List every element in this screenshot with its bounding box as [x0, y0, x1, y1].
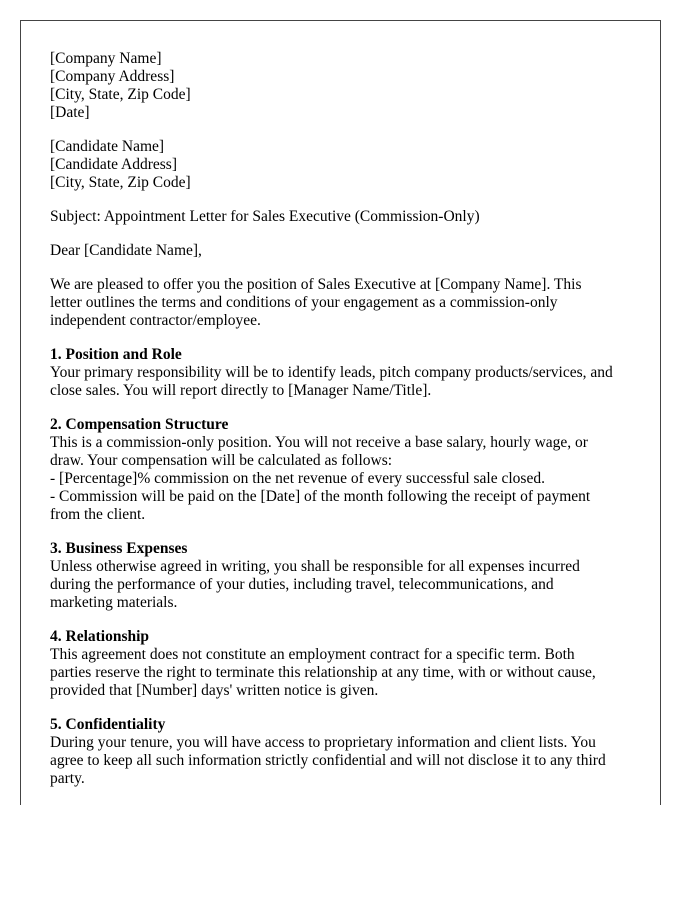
letter-page — [20, 20, 661, 805]
section-line: provided that [Number] days' written notice is given. — [50, 682, 379, 699]
sender-company-name: [Company Name] — [50, 50, 162, 67]
recipient-address: [Candidate Address] — [50, 156, 177, 173]
letter-date: [Date] — [50, 104, 90, 121]
section-line: This agreement does not constitute an employment contract for a specific term. Both — [50, 646, 575, 663]
section-heading: 4. Relationship — [50, 628, 150, 645]
letter-content — [50, 50, 640, 804]
section-line: party. — [50, 770, 85, 787]
section-line: close sales. You will report directly to [Manager Name/Title]. — [50, 382, 432, 399]
subject-text: Subject: Appointment Letter for Sales Executive (Commission-Only) — [50, 208, 480, 225]
salutation-text: Dear [Candidate Name], — [50, 242, 202, 259]
commission-list-item: - Commission will be paid on the [Date] of the month following the receipt of payment — [50, 488, 591, 505]
section-heading: 2. Compensation Structure — [50, 416, 229, 433]
section-line: draw. Your compensation will be calculated as follows: — [50, 452, 393, 469]
section-line: marketing materials. — [50, 594, 178, 611]
intro-line: letter outlines the terms and conditions of your engagement as a commission-only — [50, 294, 558, 311]
section-heading: 5. Confidentiality — [50, 716, 166, 733]
section-line: from the client. — [50, 506, 146, 523]
section-confidentiality — [50, 716, 640, 788]
section-line: parties reserve the right to terminate this relationship at any time, with or without cause, — [50, 664, 596, 681]
section-line: Your primary responsibility will be to identify leads, pitch company products/services, and — [50, 364, 613, 381]
intro-line: independent contractor/employee. — [50, 312, 261, 329]
salutation — [50, 242, 640, 260]
section-business-expenses — [50, 540, 640, 612]
section-compensation-structure — [50, 416, 640, 524]
section-relationship — [50, 628, 640, 700]
recipient-address-block — [50, 138, 640, 192]
section-line: agree to keep all such information strictly confidential and will not disclose it to any third — [50, 752, 606, 769]
recipient-name: [Candidate Name] — [50, 138, 165, 155]
section-line: During your tenure, you will have access to proprietary information and client lists. You — [50, 734, 596, 751]
recipient-city-state-zip: [City, State, Zip Code] — [50, 174, 191, 191]
section-line: This is a commission-only position. You will not receive a base salary, hourly wage, or — [50, 434, 588, 451]
sender-city-state-zip: [City, State, Zip Code] — [50, 86, 191, 103]
commission-list-item: - [Percentage]% commission on the net revenue of every successful sale closed. — [50, 470, 545, 487]
section-line: during the performance of your duties, including travel, telecommunications, and — [50, 576, 554, 593]
section-position-and-role — [50, 346, 640, 400]
sender-company-address: [Company Address] — [50, 68, 175, 85]
intro-paragraph — [50, 276, 640, 330]
subject-line — [50, 208, 640, 226]
section-heading: 1. Position and Role — [50, 346, 182, 363]
sender-address-block — [50, 50, 640, 122]
intro-line: We are pleased to offer you the position of Sales Executive at [Company Name]. This — [50, 276, 582, 293]
section-line: Unless otherwise agreed in writing, you shall be responsible for all expenses incurred — [50, 558, 580, 575]
section-heading: 3. Business Expenses — [50, 540, 188, 557]
